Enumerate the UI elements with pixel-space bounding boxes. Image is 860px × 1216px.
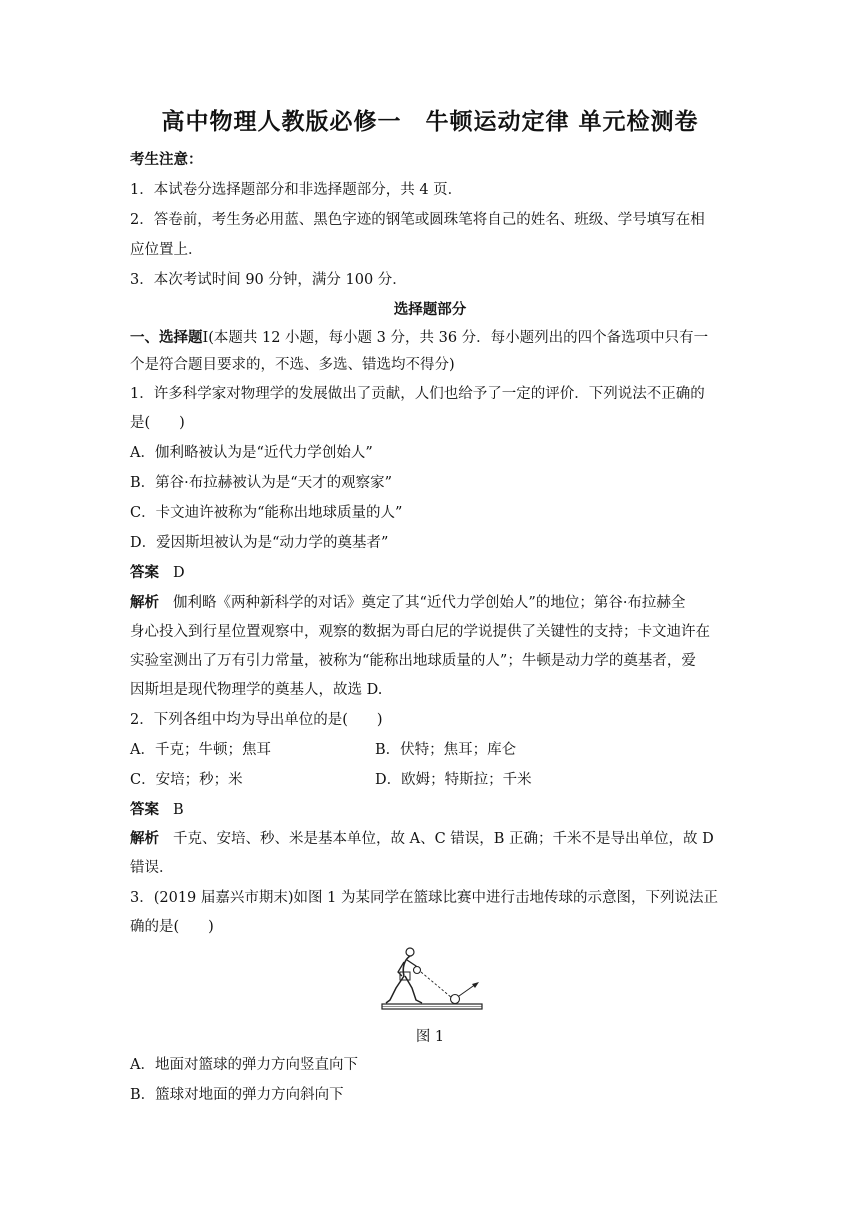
page-title: 高中物理人教版必修一 牛顿运动定律 单元检测卷: [161, 109, 699, 135]
q1-answer: [130, 563, 730, 583]
figure-caption: 图 1: [415, 1029, 445, 1045]
q2-answer: [130, 800, 730, 820]
q1-stem-cont: 是( ): [130, 415, 185, 431]
answer-value: B: [173, 802, 184, 818]
q1-option-c: C．卡文迪许被称为“能称出地球质量的人”: [130, 505, 403, 521]
q3-option-b: B．篮球对地面的弹力方向斜向下: [130, 1087, 344, 1103]
q2-stem: 2．下列各组中均为导出单位的是( ): [130, 712, 383, 728]
q1-option-d: D．爱因斯坦被认为是“动力学的奠基者”: [130, 535, 389, 551]
q1-stem: 1．许多科学家对物理学的发展做出了贡献，人们也给予了一定的评价．下列说法不正确的: [130, 386, 705, 402]
notice-item: 应位置上．: [130, 242, 203, 258]
part1-label: 一、选择题: [130, 330, 203, 346]
part1-text-cont: 个是符合题目要求的，不选、多选、错选均不得分): [130, 357, 455, 373]
notice-item: 1．本试卷分选择题部分和非选择题部分，共 4 页．: [130, 182, 463, 198]
q2-option-c: C．安培；秒；米: [130, 772, 243, 788]
q3-stem-cont: 确的是( ): [130, 919, 214, 935]
q1-analysis: [130, 593, 730, 613]
notice-item: 2．答卷前，考生务必用蓝、黑色字迹的钢笔或圆珠笔将自己的姓名、班级、学号填写在相: [130, 212, 705, 228]
part1-heading: [130, 328, 730, 348]
part1-text: Ⅰ(本题共 12 小题，每小题 3 分，共 36 分．每小题列出的四个备选项中只有一: [202, 330, 709, 346]
q2-options-row: [130, 740, 730, 760]
analysis-text: 伽利略《两种新科学的对话》奠定了其“近代力学创始人”的地位；第谷·布拉赫全: [173, 595, 686, 611]
q1-analysis-line: 身心投入到行星位置观察中，观察的数据为哥白尼的学说提供了关键性的支持；卡文迪许在: [130, 624, 710, 640]
analysis-label: 解析: [130, 831, 159, 847]
q3-stem: 3．(2019 届嘉兴市期末)如图 1 为某同学在篮球比赛中进行击地传球的示意图，下列说法正: [130, 890, 718, 906]
q2-analysis: [130, 829, 730, 849]
q2-option-a: A．千克；牛顿；焦耳: [130, 742, 271, 758]
q1-option-a: A．伽利略被认为是“近代力学创始人”: [130, 445, 373, 461]
q3-option-a: A．地面对篮球的弹力方向竖直向下: [130, 1057, 358, 1073]
q2-options-row: [130, 770, 730, 790]
analysis-text: 千克、安培、秒、米是基本单位，故 A、C 错误，B 正确；千米不是导出单位，故 D: [173, 831, 714, 847]
q1-analysis-line: 实验室测出了万有引力常量，被称为“能称出地球质量的人”；牛顿是动力学的奠基者，爱: [130, 653, 696, 669]
basketball-pass-illustration: [380, 942, 485, 1017]
section-title: 选择题部分: [393, 302, 467, 318]
notice-item: 3．本次考试时间 90 分钟，满分 100 分．: [130, 272, 407, 288]
q1-analysis-line: 因斯坦是现代物理学的奠基人，故选 D.: [130, 682, 383, 698]
q2-option-b: B．伏特；焦耳；库仑: [375, 742, 517, 758]
notice-heading: 考生注意：: [130, 152, 203, 168]
answer-value: D: [173, 565, 185, 581]
answer-label: 答案: [130, 565, 159, 581]
analysis-label: 解析: [130, 595, 159, 611]
q2-option-d: D．欧姆；特斯拉；千米: [375, 772, 532, 788]
q1-option-b: B．第谷·布拉赫被认为是“天才的观察家”: [130, 475, 393, 491]
q2-analysis-line: 错误．: [130, 860, 174, 876]
answer-label: 答案: [130, 802, 159, 818]
